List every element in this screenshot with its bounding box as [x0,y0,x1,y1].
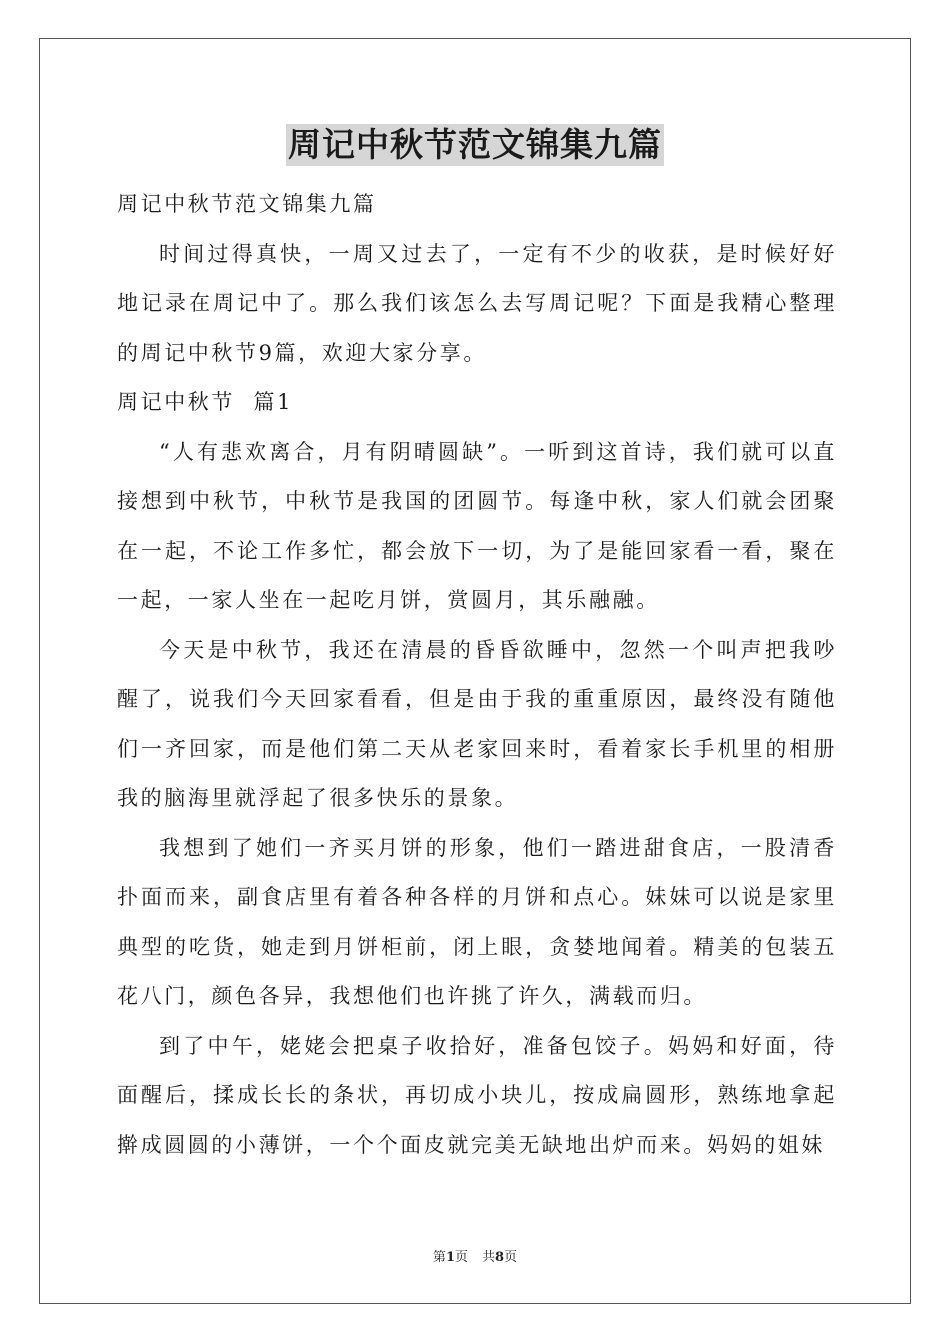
total-number: 8 [495,1250,505,1265]
document-title: 周记中秋节范文锦集九篇 [288,125,662,164]
intro-paragraph: 时间过得真快，一周又过去了，一定有不少的收获，是时候好好地记录在周记中了。那么我们该怎么去写周记呢？下面是我精心整理的周记中秋节9篇，欢迎大家分享。 [117,241,837,365]
body-paragraph-3: 我想到了她们一齐买月饼的形象，他们一踏进甜食店，一股清香扑面而来，副食店里有着各种各样的月饼和点心。妹妹可以说是家里典型的吃货，她走到月饼柜前，闭上眼，贪婪地闻着。精美的包装五花八门，颜色各异，我想他们也许挑了许久，满载而归。 [117,835,837,1008]
page-suffix: 页 [454,1250,468,1265]
subtitle-line: 周记中秋节范文锦集九篇 [117,192,377,216]
body-paragraph-2: 今天是中秋节，我还在清晨的昏昏欲睡中，忽然一个叫声把我吵醒了，说我们今天回家看看，但是由于我的重重原因，最终没有随他们一齐回家，而是他们第二天从老家回来时，看着家长手机里的相册我的脑海里就浮起了很多快乐的景象。 [117,637,837,810]
title-wrap [0,124,950,166]
total-suffix: 页 [504,1250,518,1265]
document-body [117,180,837,1170]
page-prefix: 第 [432,1250,446,1265]
page-number: 1 [445,1250,455,1265]
body-paragraph-4: 到了中午，姥姥会把桌子收拾好，准备包饺子。妈妈和好面，待面醒后，揉成长长的条状，再切成小块儿，按成扁圆形，熟练地拿起擀成圆圆的小薄饼，一个个面皮就完美无缺地出炉而来。妈妈的姐妹 [117,1033,837,1157]
total-prefix: 共 [482,1250,496,1265]
body-paragraph-1: “人有悲欢离合，月有阴晴圆缺”。一听到这首诗，我们就可以直接想到中秋节，中秋节是我国的团圆节。每逢中秋，家人们就会团聚在一起，不论工作多忙，都会放下一切，为了是能回家看一看，聚在一起，一家人坐在一起吃月饼，赏圆月，其乐融融。 [117,439,837,612]
section-heading: 周记中秋节 篇1 [117,390,294,414]
page-footer [0,1246,950,1265]
